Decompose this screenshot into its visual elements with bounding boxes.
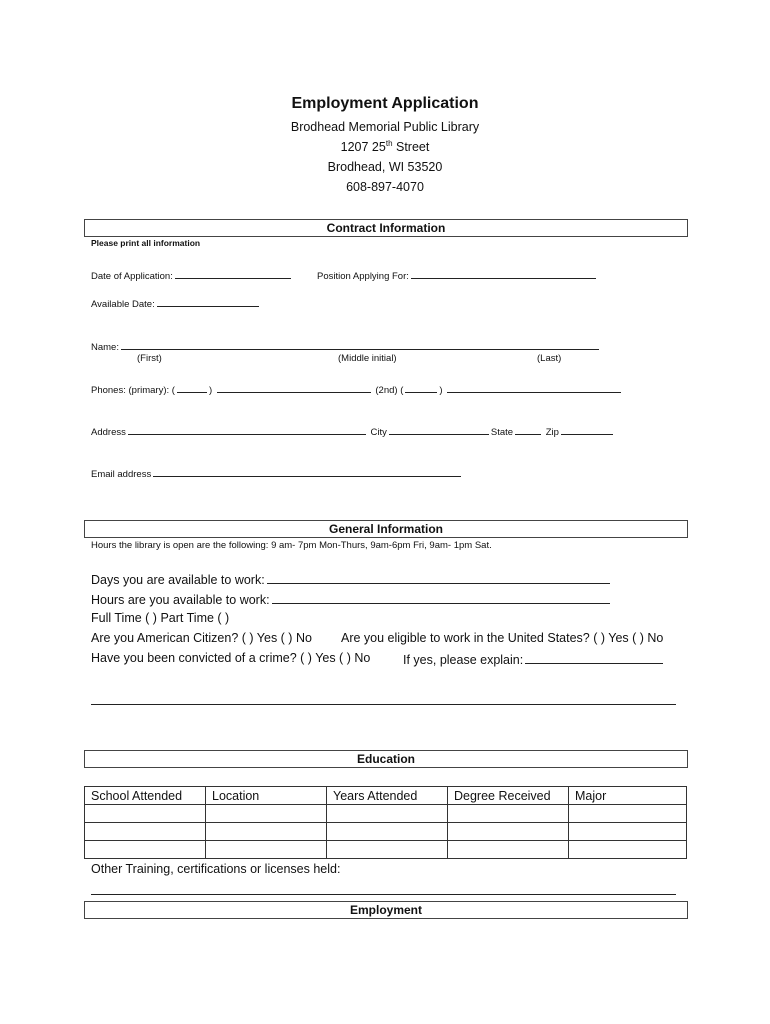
- general-info-heading: General Information: [84, 520, 688, 538]
- hours-available-row: Hours are you available to work:: [91, 591, 612, 607]
- page-title: Employment Application: [291, 95, 479, 112]
- first-label: (First): [137, 353, 162, 364]
- employment-heading: Employment: [84, 901, 688, 919]
- primary-phone-field[interactable]: [217, 382, 371, 393]
- location-cell[interactable]: [206, 841, 327, 859]
- other-training-line[interactable]: [91, 894, 676, 895]
- state-field[interactable]: [515, 424, 541, 435]
- last-label: (Last): [537, 353, 562, 364]
- column-degree: Degree Received: [448, 787, 569, 805]
- school-cell[interactable]: [85, 841, 206, 859]
- location-cell[interactable]: [206, 805, 327, 823]
- school-cell[interactable]: [85, 823, 206, 841]
- date-of-application-row: Date of Application:: [91, 268, 293, 282]
- library-street: 1207 25th Street: [340, 138, 430, 154]
- days-available-field[interactable]: [267, 571, 610, 584]
- explain-continuation-line[interactable]: [91, 704, 676, 705]
- library-name: Brodhead Memorial Public Library: [290, 120, 480, 134]
- email-field[interactable]: [153, 466, 461, 477]
- column-years: Years Attended: [327, 787, 448, 805]
- print-note: Please print all information: [91, 238, 201, 248]
- second-area-code-field[interactable]: [405, 382, 437, 393]
- address-field[interactable]: [128, 424, 366, 435]
- location-cell[interactable]: [206, 823, 327, 841]
- name-field[interactable]: [121, 339, 599, 350]
- column-location: Location: [206, 787, 327, 805]
- degree-cell[interactable]: [448, 841, 569, 859]
- education-table: [84, 786, 687, 859]
- major-cell[interactable]: [569, 841, 687, 859]
- column-major: Major: [569, 787, 687, 805]
- second-phone-field[interactable]: [447, 382, 621, 393]
- address-row: Address City State Zip: [91, 424, 615, 438]
- city-field[interactable]: [389, 424, 489, 435]
- explain-row: If yes, please explain:: [403, 651, 665, 667]
- available-date-row: Available Date:: [91, 296, 261, 310]
- email-row: Email address: [91, 466, 463, 480]
- position-field[interactable]: [411, 268, 596, 279]
- citizen-question[interactable]: Are you American Citizen? ( ) Yes ( ) No: [91, 631, 312, 645]
- years-cell[interactable]: [327, 805, 448, 823]
- degree-cell[interactable]: [448, 805, 569, 823]
- contract-info-heading: Contract Information: [84, 219, 688, 237]
- column-school: School Attended: [85, 787, 206, 805]
- zip-field[interactable]: [561, 424, 613, 435]
- full-part-time-options[interactable]: Full Time ( ) Part Time ( ): [91, 611, 230, 625]
- middle-label: (Middle initial): [338, 353, 397, 364]
- hours-available-field[interactable]: [272, 591, 610, 604]
- education-heading: Education: [84, 750, 688, 768]
- other-training-label: Other Training, certifications or licenses held:: [91, 862, 341, 876]
- position-row: Position Applying For:: [317, 268, 598, 282]
- available-date-field[interactable]: [157, 296, 259, 307]
- date-of-application-field[interactable]: [175, 268, 291, 279]
- school-cell[interactable]: [85, 805, 206, 823]
- major-cell[interactable]: [569, 823, 687, 841]
- years-cell[interactable]: [327, 841, 448, 859]
- degree-cell[interactable]: [448, 823, 569, 841]
- explain-field[interactable]: [525, 651, 663, 664]
- library-hours-note: Hours the library is open are the following: 9 am- 7pm Mon-Thurs, 9am-6pm Fri, 9am- 1pm Sat.: [91, 540, 492, 551]
- library-city: Brodhead, WI 53520: [327, 160, 443, 174]
- library-phone: 608-897-4070: [346, 180, 424, 194]
- education-header-row: [85, 787, 687, 805]
- major-cell[interactable]: [569, 805, 687, 823]
- years-cell[interactable]: [327, 823, 448, 841]
- primary-area-code-field[interactable]: [177, 382, 207, 393]
- name-row: Name:: [91, 339, 601, 353]
- phones-row: Phones: (primary): ( ) (2nd) ( ): [91, 382, 623, 396]
- table-row: [85, 805, 687, 823]
- table-row: [85, 841, 687, 859]
- table-row: [85, 823, 687, 841]
- days-available-row: Days you are available to work:: [91, 571, 612, 587]
- eligible-question[interactable]: Are you eligible to work in the United States? ( ) Yes ( ) No: [341, 631, 664, 645]
- convicted-question[interactable]: Have you been convicted of a crime? ( ) Yes ( ) No: [91, 651, 371, 665]
